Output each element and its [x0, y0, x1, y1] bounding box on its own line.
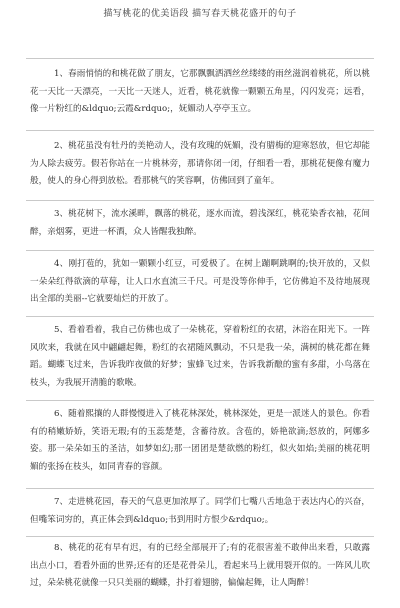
paragraph-4 — [30, 256, 370, 309]
paragraph-5 — [30, 322, 370, 392]
separator-line — [26, 58, 374, 59]
paragraph-1 — [30, 66, 370, 119]
paragraph-text: 2、桃花虽没有牡丹的美艳动人，没有玫瑰的妩媚，没有腊梅的迎寒怒放，但它却能为人除去疲劳。假若你站在一片桃林旁，那请你闭一闭，仔细看一看，那桃花便像有魔力般，使人的身心得到放松。看那桃气的笑容啊，仿佛回到了童年。 — [30, 141, 370, 186]
separator-line — [26, 400, 374, 401]
paragraph-text: 6、随着熙攘的人群慢慢进入了桃花林深处，桃林深处，更是一派迷人的景色。你看有的稍嫩娇娇，笑语无瑕;有的玉蕊楚楚，含蓄待放。含苞的，娇艳欲滴;怒放的，阿娜多姿。那一朵朵如玉的圣洁，如梦如幻;那一团团是楚欲燃的粉红，似火如焰;美丽的桃花明媚的张扬在枝头，如同青春的容颜。 — [30, 409, 370, 472]
separator-line — [26, 250, 374, 251]
separator-line — [26, 536, 374, 537]
paragraph-6 — [30, 406, 370, 476]
paragraph-text: 8、桃花的花有早有迟，有的已经全部展开了;有的花很害羞不敢伸出来看，只敢露出点小口，看看外面的世界;还有的还是花骨朵儿，看起来马上就用裂开似的。一阵风儿吹过，朵朵桃花就像一只只美丽的蝴蝶，扑打着翅膀，偏偏起舞，让人陶醉！ — [30, 543, 370, 588]
document-title: 描写桃花的优美语段 描写春天桃花盛开的句子 — [103, 9, 297, 19]
paragraph-8 — [30, 540, 370, 593]
paragraph-text: 3、桃花树下，流水溪畔，飘落的桃花，逐水而流，碧浅深红，桃花染香衣袖，花间醉，亲烟雾，更进一杯酒，众人皆醒我独醉。 — [30, 209, 370, 237]
paragraph-text: 1、春雨悄悄的和桃花做了朋友，它那飘飘洒洒丝丝缕缕的雨丝滋润着桃花，所以桃花一天比一天漂亮，一天比一天迷人，近看，桃花就像一颗颗五角星，闪闪发亮；远看，像一片粉红的&ldquo;云霞&rdquo;，妩媚动人亭亭玉立。 — [30, 69, 370, 114]
separator-line — [26, 200, 374, 201]
separator-line — [26, 488, 374, 489]
paragraph-3 — [30, 206, 370, 241]
separator-line — [26, 130, 374, 131]
paragraph-2 — [30, 138, 370, 191]
paragraph-text: 5、看着看着，我自己仿佛也成了一朵桃花，穿着粉红的衣裙，沐浴在阳光下。一阵风吹来，我就在风中翩翩起舞，粉红的衣裙随风飘动，不只是我一朵，满树的桃花都在舞蹈。蝴蝶飞过来，告诉我昨夜做的好梦；蜜蜂飞过来，告诉我新酿的蜜有多甜，小鸟落在枝头，为我展开清脆的歌喉。 — [30, 325, 370, 388]
paragraph-text: 7、走进桃花园，春天的气息更加浓厚了。同学们七嘴八舌地急于表达内心的兴奋，但嘴笨词穷的，真正体会到&ldquo;书到用时方恨少&rdquo;。 — [30, 497, 370, 525]
paragraph-text: 4、刚打苞的，犹如一颗颗小红豆，可爱极了。在树上蹦啊跳啊的;快开放的，又似一朵朵红得欲滴的草莓，让人口水直流三千尺。可是没等你伸手，它仿佛迫不及待地展现出全部的美丽--它就要灿烂的开放了。 — [30, 259, 370, 304]
paragraph-7 — [30, 494, 370, 529]
separator-line — [26, 316, 374, 317]
